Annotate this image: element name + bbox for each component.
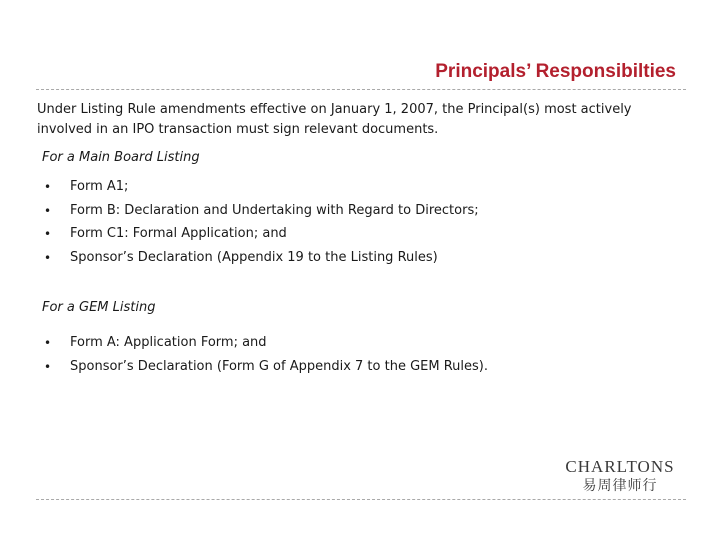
- intro-paragraph: Under Listing Rule amendments effective on January 1, 2007, the Principal(s) most actively involved in an IPO transaction must sign relevant documents.: [37, 102, 632, 137]
- logo-name-chinese: 易周律师行: [582, 478, 658, 494]
- main-board-heading: For a Main Board Listing: [42, 150, 200, 165]
- list-item-text: Form A: Application Form; and: [70, 335, 267, 350]
- bullet-icon: •: [44, 359, 52, 374]
- gem-list: [44, 333, 488, 380]
- list-item: [44, 248, 479, 272]
- bullet-icon: •: [44, 227, 52, 241]
- list-item: [44, 357, 488, 381]
- bullet-icon: •: [44, 250, 52, 265]
- bottom-divider: [36, 499, 686, 500]
- gem-heading: For a GEM Listing: [42, 300, 156, 315]
- list-item: [44, 333, 488, 357]
- list-item-text: Sponsor’s Declaration (Form G of Appendix 7 to the GEM Rules).: [70, 358, 488, 374]
- charltons-logo: [558, 457, 682, 495]
- bullet-icon: •: [44, 180, 52, 194]
- main-board-list: [44, 177, 479, 271]
- logo-name-english: CHARLTONS: [565, 457, 675, 476]
- bullet-icon: •: [44, 336, 52, 350]
- list-item: [44, 201, 479, 225]
- list-item: [44, 177, 479, 201]
- slide-title: Principals’ Responsibilties: [435, 61, 676, 82]
- list-item-text: Form C1: Formal Application; and: [70, 226, 287, 241]
- bullet-icon: •: [44, 203, 52, 218]
- list-item-text: Sponsor’s Declaration (Appendix 19 to the Listing Rules): [70, 249, 438, 265]
- list-item-text: Form B: Declaration and Undertaking with Regard to Directors;: [70, 202, 479, 218]
- top-divider: [36, 89, 686, 90]
- list-item-text: Form A1;: [70, 179, 129, 194]
- list-item: [44, 224, 479, 248]
